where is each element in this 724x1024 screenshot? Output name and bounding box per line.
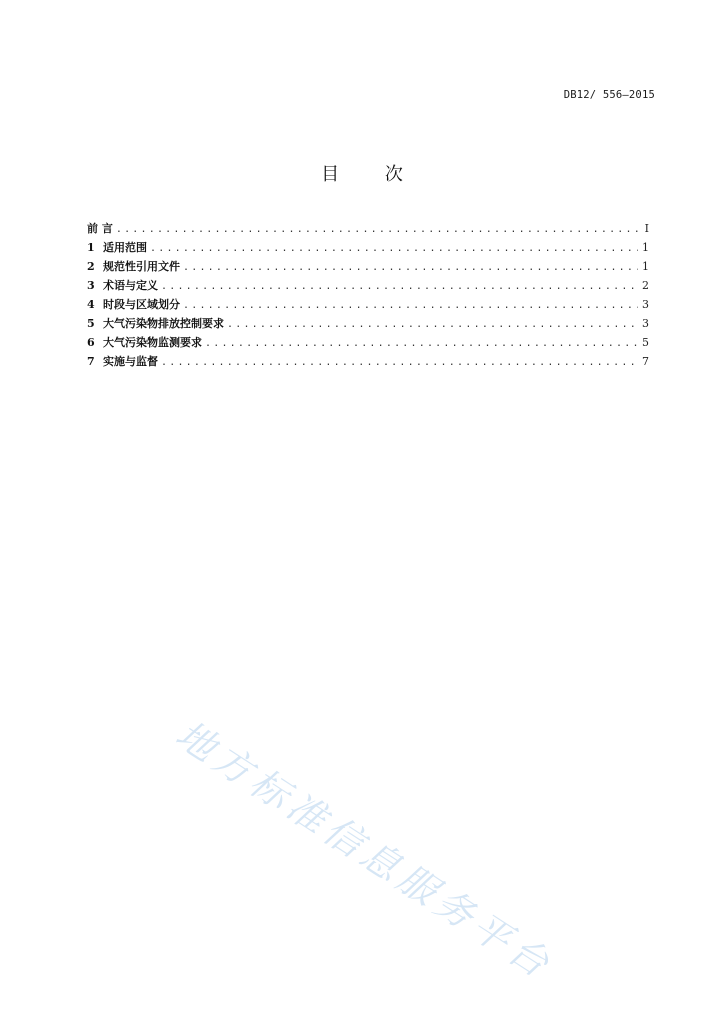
toc-entry-number: 6	[87, 336, 95, 349]
toc-entry-number: 7	[87, 355, 95, 368]
watermark: 地方标准信息服务平台	[168, 711, 562, 989]
toc-entry-label: 时段与区域划分	[103, 298, 180, 311]
toc-entry-page: 1	[642, 241, 649, 254]
toc-leader-dots	[183, 296, 638, 315]
toc-entry-label: 规范性引用文件	[103, 260, 180, 273]
toc-leader-dots	[205, 334, 638, 353]
toc-entry-number: 2	[87, 260, 95, 273]
document-code: DB12/ 556—2015	[563, 89, 655, 101]
toc-entry-number: 3	[87, 279, 95, 292]
toc-entry-scope[interactable]	[87, 238, 649, 257]
toc-leader-dots	[150, 239, 638, 258]
toc-entry-page: I	[644, 222, 649, 235]
toc-entry-page: 2	[642, 279, 649, 292]
toc-entry-emission-control[interactable]	[87, 314, 649, 333]
toc-entry-label: 实施与监督	[103, 355, 158, 368]
toc-entry-implementation[interactable]	[87, 352, 649, 371]
toc-entry-page: 7	[642, 355, 649, 368]
toc-entry-number: 1	[87, 241, 95, 254]
toc-entry-number: 4	[87, 298, 95, 311]
toc-leader-dots	[227, 315, 638, 334]
toc-entry-normative-references[interactable]	[87, 257, 649, 276]
toc-entry-page: 5	[642, 336, 649, 349]
toc-entry-label: 术语与定义	[103, 279, 158, 292]
toc-entry-monitoring[interactable]	[87, 333, 649, 352]
toc-entry-label: 前 言	[87, 222, 113, 235]
toc-leader-dots	[116, 220, 641, 239]
toc-entry-period-region[interactable]	[87, 295, 649, 314]
toc-leader-dots	[183, 258, 638, 277]
toc-entry-label: 适用范围	[103, 241, 147, 254]
toc-entry-label: 大气污染物排放控制要求	[103, 317, 224, 330]
toc-entry-page: 1	[642, 260, 649, 273]
toc-entry-foreword[interactable]	[87, 219, 649, 238]
toc-leader-dots	[161, 277, 638, 296]
toc-entry-terms-definitions[interactable]	[87, 276, 649, 295]
toc-entry-label: 大气污染物监测要求	[103, 336, 202, 349]
toc-entry-page: 3	[642, 317, 649, 330]
toc-entry-number: 5	[87, 317, 95, 330]
toc-leader-dots	[161, 353, 638, 372]
toc-entry-page: 3	[642, 298, 649, 311]
toc-title: 目 次	[321, 164, 423, 185]
table-of-contents	[87, 219, 649, 371]
